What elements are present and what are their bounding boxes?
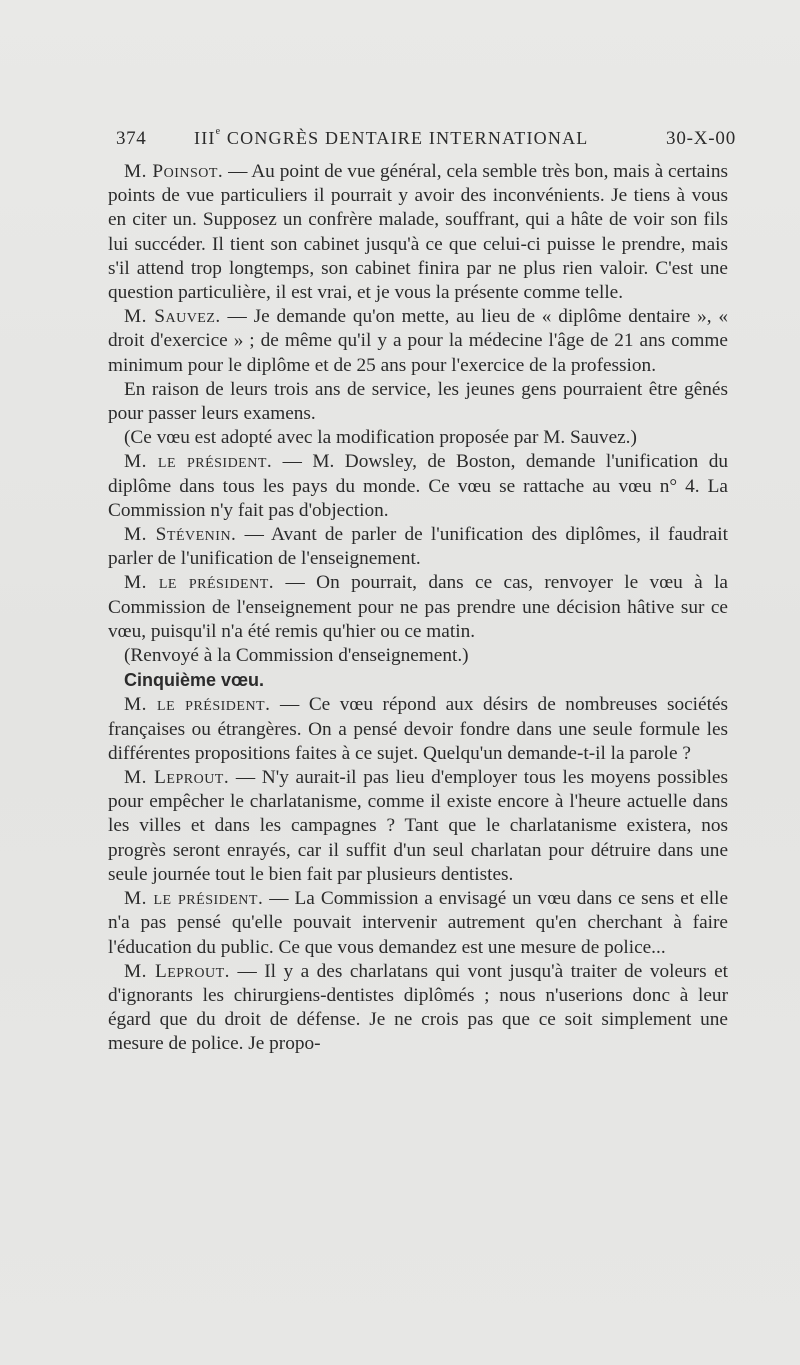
paragraph-text: (Ce vœu est adopté avec la modification proposée par M. Sauvez.) bbox=[124, 427, 637, 449]
paragraph-text: — M. Dowsley, de Boston, demande l'unification du diplôme dans tous les pays du monde. Ce vœu se rattache au vœu n° 4. La Commission n'y fait pas d'objection. bbox=[108, 451, 728, 521]
paragraph bbox=[108, 644, 728, 668]
paragraph-text: — La Commission a envisagé un vœu dans ce sens et elle n'a pas pensé qu'elle pouvait intervenir autrement qu'en cherchant à faire l'éducation du public. Ce que vous demandez est une mesure de police... bbox=[108, 888, 729, 958]
paragraph-text: — N'y aurait-il pas lieu d'employer tous les moyens possibles pour empêcher le charlatanisme, comme il existe encore à l'heure actuelle dans les villes et dans les campagnes ? Tant que le charlatanisme existera, nos progrès seront enrayés, car il suffit d'un seul charlatan pour détruire dans une seule journée tout le bien fait par plusieurs dentistes. bbox=[108, 767, 728, 885]
speaker-name: M. le président. bbox=[124, 888, 264, 910]
speaker-name: M. le président. bbox=[124, 451, 273, 473]
header-date: 30-X-00 bbox=[666, 128, 736, 149]
roman-superscript: e bbox=[215, 126, 222, 137]
running-header bbox=[116, 128, 736, 152]
speaker-name: M. le président. bbox=[124, 694, 271, 716]
paragraph-text: — Je demande qu'on mette, au lieu de « diplôme dentaire », « droit d'exercice » ; de même qu'il y a pour la médecine l'âge de 21 ans comme minimum pour le diplôme et de 25 ans pour l'exercice de la profession. bbox=[108, 306, 729, 376]
speaker-name: M. Leprout. bbox=[124, 767, 230, 789]
speaker-name: M. Leprout. bbox=[124, 960, 230, 982]
paragraph bbox=[108, 305, 728, 378]
speaker-name: M. le président. bbox=[124, 572, 275, 594]
speaker-name: M. Poinsot. bbox=[124, 161, 224, 182]
paragraph bbox=[108, 426, 728, 450]
heading-text: Cinquième vœu. bbox=[124, 670, 265, 691]
speaker-name: M. Stévenin. bbox=[124, 524, 237, 546]
paragraph bbox=[108, 960, 728, 1057]
paragraph-text: En raison de leurs trois ans de service, les jeunes gens pourraient être gênés pour passer leurs examens. bbox=[108, 378, 728, 425]
paragraph-text: — Au point de vue général, cela semble très bon, mais à certains points de vue particuliers il pourrait y avoir des inconvénients. Je tiens à vous en citer un. Supposez un confrère malade, souffrant, qui a hâte de voir son fils lui succéder. Il tient son cabinet jusqu'à ce que celui-ci puisse le prendre, mais s'il attend trop longtemps, son cabinet finira par ne plus rien valoir. C'est une question particulière, il est vrai, et je vous la présente comme telle. bbox=[108, 161, 728, 304]
roman-numeral: III bbox=[194, 128, 216, 148]
paragraph bbox=[108, 450, 728, 523]
paragraph-text: — On pourrait, dans ce cas, renvoyer le vœu à la Commission de l'enseignement pour ne pas prendre une décision hâtive sur ce vœu, puisqu'il n'a été remis qu'hier ou ce matin. bbox=[108, 572, 728, 642]
page-number: 374 bbox=[116, 128, 147, 149]
paragraph-text: — Ce vœu répond aux désirs de nombreuses sociétés françaises ou étrangères. On a pensé devoir fondre dans une seule formule les différentes propositions faites à ce sujet. Quelqu'un demande-t-il la parole ? bbox=[108, 694, 728, 764]
paragraph bbox=[108, 693, 728, 766]
running-title bbox=[194, 128, 588, 149]
paragraph bbox=[108, 378, 728, 426]
paragraph bbox=[108, 766, 728, 887]
paragraph-text: — Il y a des charlatans qui vont jusqu'à traiter de voleurs et d'ignorants les chirurgiens-dentistes diplômés ; nous n'userions donc à leur égard que du droit de défense. Je ne crois pas que ce soit simplement une mesure de police. Je propo- bbox=[108, 960, 728, 1055]
paragraph bbox=[108, 523, 728, 571]
paragraph-text: (Renvoyé à la Commission d'enseignement.) bbox=[124, 645, 469, 667]
paragraph bbox=[108, 887, 728, 960]
paragraph bbox=[108, 160, 728, 305]
congress-title: CONGRÈS DENTAIRE INTERNATIONAL bbox=[221, 128, 589, 148]
section-heading bbox=[108, 668, 728, 693]
paragraph-text: — Avant de parler de l'unification des diplômes, il faudrait parler de l'unification de l'enseignement. bbox=[108, 524, 728, 570]
paragraph bbox=[108, 571, 728, 644]
body-text bbox=[108, 160, 728, 1057]
speaker-name: M. Sauvez. bbox=[124, 306, 221, 328]
